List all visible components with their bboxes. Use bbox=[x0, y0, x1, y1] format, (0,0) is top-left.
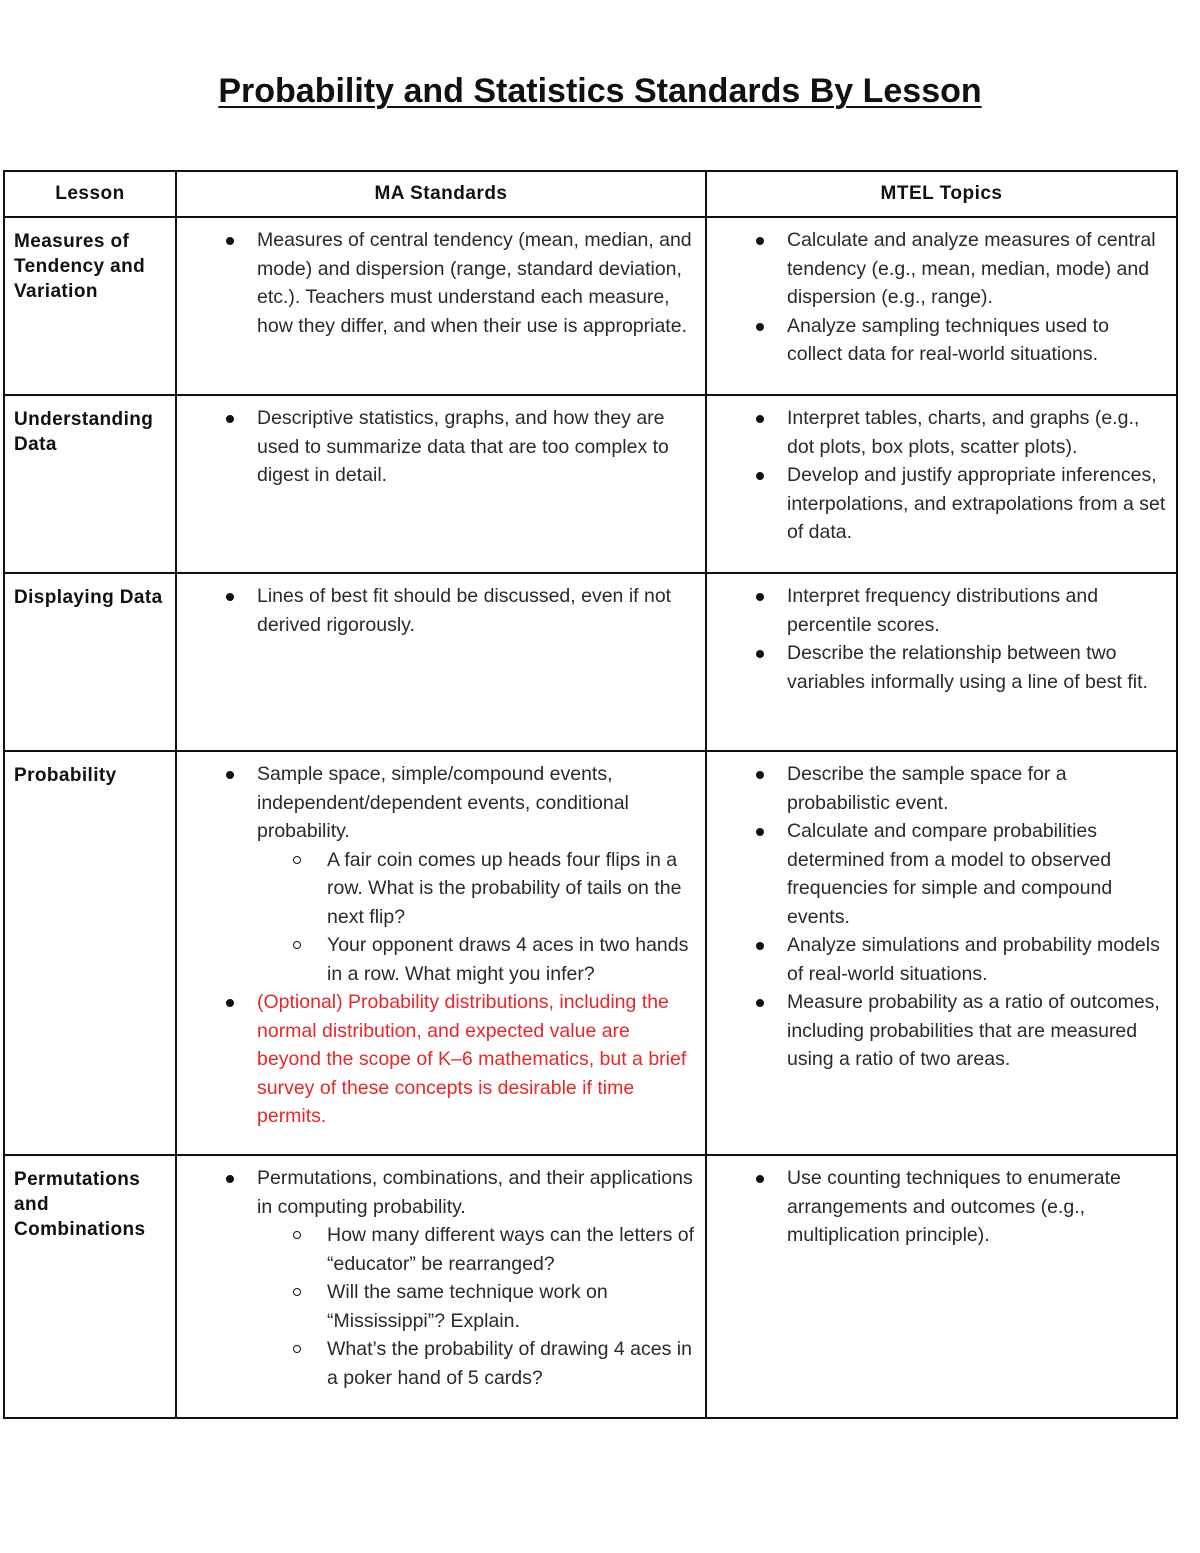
bullet-list bbox=[177, 218, 705, 346]
sub-list-item bbox=[257, 1335, 695, 1392]
bullet-icon bbox=[226, 593, 234, 601]
list-item bbox=[707, 988, 1166, 1074]
page-title: Probability and Statistics Standards By Lesson bbox=[218, 72, 982, 110]
table-row bbox=[4, 1155, 1177, 1418]
list-item-text: Calculate and analyze measures of central tendency (e.g., mean, median, mode) and dispersion (e.g., range). bbox=[787, 229, 1156, 308]
bullet-list bbox=[707, 752, 1176, 1080]
bullet-icon bbox=[756, 472, 764, 480]
ma-standards-cell bbox=[176, 751, 706, 1155]
bullet-list bbox=[707, 574, 1176, 702]
lesson-cell: Probability bbox=[4, 751, 176, 1155]
bullet-icon bbox=[756, 999, 764, 1007]
list-item bbox=[177, 760, 695, 988]
table-header-row bbox=[4, 171, 1177, 217]
hollow-circle-bullet-icon bbox=[293, 1345, 301, 1353]
header-mtel-topics: MTEL Topics bbox=[706, 171, 1177, 217]
list-item-text: Permutations, combinations, and their applications in computing probability. bbox=[257, 1167, 693, 1218]
list-item-text: Analyze simulations and probability models of real-world situations. bbox=[787, 934, 1160, 985]
bullet-list bbox=[707, 396, 1176, 553]
sub-list-item-text: Will the same technique work on “Mississippi”? Explain. bbox=[327, 1281, 608, 1332]
bullet-list bbox=[177, 396, 705, 496]
sub-bullet-list bbox=[257, 1221, 695, 1392]
list-item-text: Interpret tables, charts, and graphs (e.g., dot plots, box plots, scatter plots). bbox=[787, 407, 1140, 458]
list-item bbox=[707, 226, 1166, 312]
list-item-text: Measure probability as a ratio of outcomes, including probabilities that are measured using a ratio of two areas. bbox=[787, 991, 1160, 1070]
mtel-topics-cell bbox=[706, 217, 1177, 395]
sub-list-item bbox=[257, 846, 695, 932]
bullet-icon bbox=[756, 323, 764, 331]
list-item bbox=[707, 1164, 1166, 1250]
ma-standards-cell bbox=[176, 217, 706, 395]
hollow-circle-bullet-icon bbox=[293, 1231, 301, 1239]
ma-standards-cell bbox=[176, 573, 706, 751]
table-row bbox=[4, 751, 1177, 1155]
sub-list-item bbox=[257, 1278, 695, 1335]
list-item-optional bbox=[177, 988, 695, 1131]
hollow-circle-bullet-icon bbox=[293, 1288, 301, 1296]
bullet-icon bbox=[226, 1175, 234, 1183]
bullet-icon bbox=[756, 771, 764, 779]
table-row bbox=[4, 573, 1177, 751]
lesson-cell: Measures of Tendency and Variation bbox=[4, 217, 176, 395]
bullet-list bbox=[177, 752, 705, 1137]
sub-list-item-text: How many different ways can the letters of “educator” be rearranged? bbox=[327, 1224, 695, 1275]
list-item-text: Interpret frequency distributions and percentile scores. bbox=[787, 585, 1099, 636]
sub-list-item-text: Your opponent draws 4 aces in two hands in a row. What might you infer? bbox=[327, 934, 689, 985]
ma-standards-cell bbox=[176, 395, 706, 573]
sub-list-item bbox=[257, 931, 695, 988]
lesson-cell: Understanding Data bbox=[4, 395, 176, 573]
bullet-icon bbox=[756, 237, 764, 245]
bullet-icon bbox=[756, 415, 764, 423]
list-item bbox=[177, 404, 695, 490]
list-item-text: Analyze sampling techniques used to collect data for real-world situations. bbox=[787, 314, 1109, 365]
list-item-text: Develop and justify appropriate inferences, interpolations, and extrapolations from a set of data. bbox=[787, 464, 1166, 543]
hollow-circle-bullet-icon bbox=[293, 941, 301, 949]
list-item-text: Lines of best fit should be discussed, even if not derived rigorously. bbox=[257, 585, 672, 636]
optional-note-text: (Optional) Probability distributions, including the normal distribution, and expected value are beyond the scope of K–6 mathematics, but a brief survey of these concepts is desirable if time permits. bbox=[257, 991, 687, 1127]
lesson-cell: Permutations and Combinations bbox=[4, 1155, 176, 1418]
bullet-icon bbox=[226, 771, 234, 779]
list-item bbox=[707, 817, 1166, 931]
lesson-cell: Displaying Data bbox=[4, 573, 176, 751]
sub-bullet-list bbox=[257, 846, 695, 989]
bullet-list bbox=[177, 1156, 705, 1398]
standards-table bbox=[3, 170, 1178, 1419]
list-item-text: Measures of central tendency (mean, median, and mode) and dispersion (range, standard deviation, etc.). Teachers must understand each measure, how they differ, and when their use is appropriate. bbox=[257, 229, 692, 337]
bullet-list bbox=[707, 1156, 1176, 1256]
mtel-topics-cell bbox=[706, 573, 1177, 751]
bullet-icon bbox=[756, 593, 764, 601]
mtel-topics-cell bbox=[706, 395, 1177, 573]
list-item-text: Descriptive statistics, graphs, and how they are used to summarize data that are too complex to digest in detail. bbox=[257, 407, 669, 486]
mtel-topics-cell bbox=[706, 1155, 1177, 1418]
bullet-icon bbox=[226, 999, 234, 1007]
list-item bbox=[707, 639, 1166, 696]
list-item-text: Sample space, simple/compound events, independent/dependent events, conditional probability. bbox=[257, 763, 629, 842]
sub-list-item bbox=[257, 1221, 695, 1278]
ma-standards-cell bbox=[176, 1155, 706, 1418]
mtel-topics-cell bbox=[706, 751, 1177, 1155]
list-item bbox=[707, 760, 1166, 817]
bullet-icon bbox=[756, 942, 764, 950]
hollow-circle-bullet-icon bbox=[293, 856, 301, 864]
list-item bbox=[177, 1164, 695, 1392]
list-item bbox=[707, 312, 1166, 369]
header-ma-standards: MA Standards bbox=[176, 171, 706, 217]
bullet-icon bbox=[756, 828, 764, 836]
list-item bbox=[707, 582, 1166, 639]
bullet-list bbox=[177, 574, 705, 645]
list-item bbox=[177, 582, 695, 639]
bullet-icon bbox=[226, 415, 234, 423]
list-item bbox=[177, 226, 695, 340]
bullet-icon bbox=[756, 1175, 764, 1183]
list-item-text: Use counting techniques to enumerate arrangements and outcomes (e.g., multiplication principle). bbox=[787, 1167, 1121, 1246]
table-row bbox=[4, 395, 1177, 573]
sub-list-item-text: What’s the probability of drawing 4 aces in a poker hand of 5 cards? bbox=[327, 1338, 692, 1389]
list-item bbox=[707, 404, 1166, 461]
list-item-text: Describe the sample space for a probabilistic event. bbox=[787, 763, 1067, 814]
header-lesson: Lesson bbox=[4, 171, 176, 217]
sub-list-item-text: A fair coin comes up heads four flips in a row. What is the probability of tails on the next flip? bbox=[327, 848, 682, 928]
table-row bbox=[4, 217, 1177, 395]
list-item-text: Describe the relationship between two variables informally using a line of best fit. bbox=[787, 642, 1148, 693]
list-item bbox=[707, 461, 1166, 547]
list-item-text: Calculate and compare probabilities determined from a model to observed frequencies for simple and compound events. bbox=[787, 820, 1113, 928]
bullet-icon bbox=[756, 650, 764, 658]
list-item bbox=[707, 931, 1166, 988]
bullet-icon bbox=[226, 237, 234, 245]
bullet-list bbox=[707, 218, 1176, 375]
